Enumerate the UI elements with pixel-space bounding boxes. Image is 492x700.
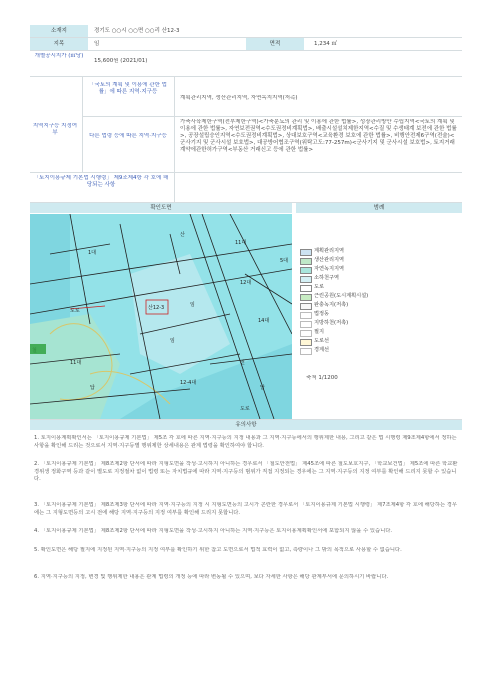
legend-swatch: [300, 258, 312, 265]
land-category-label: 지목: [30, 38, 88, 50]
national-law-label: 「국토의 계획 및 이용에 관한 법률」에 따른 지역·지구등: [89, 82, 167, 95]
map-label: 11대: [235, 240, 247, 246]
other-law-value: 가축사육제한구역(전부제한구역)<가축분뇨의 관리 및 이용에 관한 법률>, 성장관리방안 수립지역<국토의 계획 및 이용에 관한 법률>, 자연보전권역<수도권정비계획법>, 배출시설설치제한지역<수질 및 수생태계 보전에 관한 법률>, 공장설립승인지역<수도권정비계획법>, 상대보호구역<교육환경 보호에 관한 법률>, 비행안전제6구역(전술)<군사기지 및 군사시설 보호법>, 대공방어협조구역(위탁고도:77-257m)<군사기지 및 군사시설 보호법>, 토지거래계약에관한허가구역<부동산 거래신고 등에 관한 법률>: [180, 119, 457, 153]
legend-swatch: [300, 312, 312, 319]
map-label: 5대: [280, 258, 289, 264]
map-label: 산12-3: [148, 305, 165, 311]
price-value: 15,600원 (2021/01): [94, 58, 148, 64]
land-use-plan-document: [30, 25, 462, 603]
legend-swatch: [300, 303, 312, 310]
note-paragraph: 3. 「토지이용규제 기본법」 제8조제3항 단서에 따라 지역·지구등의 지정 시 지형도면등의 고시가 곤란한 경우로서 「토지이용규제 기본법 시행령」 제7조제4항 각 호에 해당하는 경우에는 그 지형도면등의 고시 전에 해당 지역·지구등의 지정 여부를 확인해 드리지 못합니다.: [34, 502, 458, 516]
map-label: 산: [180, 232, 185, 238]
legend-swatch: [300, 348, 312, 355]
land-category-value: 임: [94, 41, 100, 47]
legend-swatch: [300, 267, 312, 274]
enforcement-value: [180, 177, 458, 197]
location-label: 소재지: [30, 25, 88, 37]
legend-swatch: [300, 285, 312, 292]
map-label: 도로: [240, 406, 250, 412]
notes-title: 유의사항: [30, 420, 462, 430]
legend-swatch: [300, 249, 312, 256]
note-paragraph: 4. 「토지이용규제 기본법」 제8조제2항 단서에 따라 지형도면을 작성·고시하지 아니하는 지역·지구등은 토지이용계획확인서에 포함되지 않을 수 있습니다.: [34, 528, 393, 534]
price-label: 개별공시지가 (㎡당): [34, 53, 84, 59]
map-scale: 축척 1/1200: [306, 375, 338, 381]
note-paragraph: 5. 확인도면은 해당 필지에 지정된 지역·지구등의 지정 여부를 확인하기 위한 참고 도면으로서 법적 효력이 없고, 측량이나 그 밖의 목적으로 사용할 수 없습니다.: [34, 547, 402, 553]
area-value: 1,234 ㎡: [314, 41, 337, 47]
enforcement-label: 「토지이용규제 기본법 시행령」 제9조제4항 각 호에 해당되는 사항: [33, 175, 169, 188]
legend-swatch: [300, 339, 312, 346]
map-title: 확인도면: [30, 203, 292, 213]
legend-swatch: [300, 321, 312, 328]
map-figure: [30, 214, 292, 419]
other-law-label: 다른 법령 등에 따른 지역·지구등: [89, 133, 167, 139]
map-label: 12-4대: [180, 380, 197, 386]
map-label: 전: [240, 360, 245, 366]
map-label: 11대: [70, 360, 82, 366]
map-label: 14대: [258, 318, 270, 324]
legend-swatch: [300, 294, 312, 301]
map-label: 12대: [240, 280, 252, 286]
map-label: 1대: [88, 250, 97, 256]
map-label: 임: [190, 302, 195, 308]
legend-title: 범례: [296, 203, 462, 213]
area-label: 면적: [246, 38, 304, 50]
map-label: 답: [90, 385, 95, 391]
zoning-section-label: 지역지구등 지정여부: [32, 123, 78, 136]
location-value: 경기도 ○○시 ○○면 ○○리 산12-3: [94, 28, 180, 34]
national-law-value: 계획관리지역, 생산관리지역, 자연녹지지역(저촉): [180, 95, 298, 101]
note-paragraph: 6. 지역·지구등의 지정, 변경 및 행위제한 내용은 관계 법령의 개정 등에 따라 변동될 수 있으며, 보다 자세한 사항은 해당 관계부서에 문의하시기 바랍니다.: [34, 574, 389, 580]
map-legend: 계획관리지역 생산관리지역 자연녹지지역 소하천구역 도로 근린공원(도시계획시설) 완충녹지(저촉) 법정동 지방하천(저촉) 필지 도로선 경계선: [300, 247, 460, 387]
note-paragraph: 1. 토지이용계획확인서는 「토지이용규제 기본법」 제5조 각 호에 따른 지역·지구등의 지정 내용과 그 지역·지구등에서의 행위제한 내용, 그리고 같은 법 시행령 제9조제4항에서 정하는 사항을 확인해 드리는 것으로서 지역·지구등별 행위제한 상세내용은 관계 법령을 확인하여야 합니다.: [34, 435, 457, 449]
map-label: 답: [260, 385, 265, 391]
map-label: 임: [170, 338, 175, 344]
legend-swatch: [300, 330, 312, 337]
note-paragraph: 2. 「토지이용규제 기본법」 제8조제2항 단서에 따라 지형도면을 작성·고시하지 아니하는 경우로서 「철도안전법」 제45조에 따른 철도보호지구, 「학교보건법」 제5조에 따른 학교환경위생 정화구역 등과 같이 별도로 지정절차 없이 법령 또는 자치법규에 따라 지역·지구등의 범위가 직접 지정되는 경우에는 그 지역·지구등의 지정 여부를 확인해 드리지 못할 수 있습니다.: [34, 461, 458, 482]
map-label: 도로: [70, 308, 80, 314]
legend-swatch: [300, 276, 312, 283]
